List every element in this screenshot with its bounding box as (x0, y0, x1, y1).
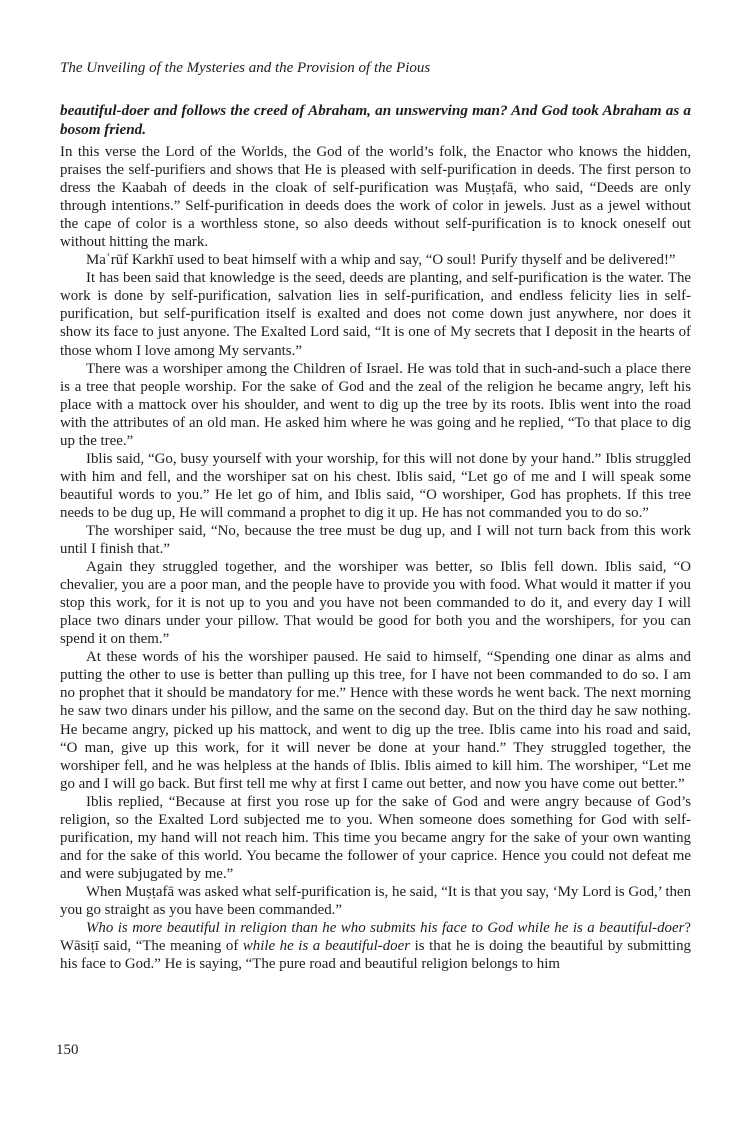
text-run: is that he is doing the beautiful by submitting his face to God.” He is saying, “The pure road and beautiful religion belongs to him (60, 938, 691, 973)
italic-text-run: Who is more beautiful in religion than he who submits his face to God while he is a beautiful-doer (86, 920, 685, 937)
paragraph (60, 251, 691, 269)
text-run: There was a worshiper among the Children of Israel. He was told that in such-and-such a place there is a tree that people worship. For the sake of God and the zeal of the religion he became angry, left his place with a mattock over his shoulder, and went to dig up the tree by its roots. Iblis went into the road with the attributes of an old man. He asked him where he was going and he replied, “To that place to dig up the tree.” (60, 360, 691, 449)
text-run: It has been said that knowledge is the seed, deeds are planting, and self-purification is the water. The work is done by self-purification, salvation lies in self-purification, and endless felicity lies in self-purification, but self-purification itself is exalted and does not come down just anywhere, nor does it show its face to just anyone. The Exalted Lord said, “It is one of My secrets that I deposit in the hearts of those whom I love among My servants.” (60, 270, 691, 359)
page-content (60, 101, 691, 973)
text-run: When Muṣṭafā was asked what self-purification is, he said, “It is that you say, ‘My Lord is God,’ then you go straight as you have been commanded.” (60, 883, 691, 918)
page-number: 150 (56, 1042, 79, 1058)
text-run: Iblis said, “Go, busy yourself with your worship, for this will not done by your hand.” Iblis struggled with him and fell, and the worshiper sat on his chest. Iblis said, “Let go of me and I will speak some beautiful words to you.” He let go of him, and Iblis said, “O worshiper, God has prophets. If this tree needs to be dug up, He will command a prophet to dig it up. He has not commanded you to do so.” (60, 450, 691, 521)
verse-heading: beautiful-doer and follows the creed of Abraham, an unswerving man? And God took Abraham as a bosom friend. (60, 102, 691, 138)
paragraph (60, 883, 691, 919)
paragraph (60, 360, 691, 450)
text-run: Maʿrūf Karkhī used to beat himself with a whip and say, “O soul! Purify thyself and be delivered!” (86, 252, 676, 269)
text-run: ? Wāsiṭī said, “The meaning of (60, 920, 691, 955)
paragraph (60, 648, 691, 792)
text-run: The worshiper said, “No, because the tree must be dug up, and I will not turn back from this work until I finish that.” (60, 522, 691, 558)
paragraph (60, 919, 691, 973)
paragraph (60, 269, 691, 359)
page-body (60, 143, 691, 973)
running-head: The Unveiling of the Mysteries and the Provision of the Pious (60, 60, 431, 76)
paragraph (60, 558, 691, 648)
text-run: Iblis replied, “Because at first you rose up for the sake of God and were angry because of God’s religion, so the Exalted Lord subjected me to you. When someone does something for God with self-purification, my hand will not reach him. This time you became angry for the sake of your own wanting and for the sake of this world. You became the follower of your caprice. Hence you could not defeat me and were subjugated by me.” (60, 793, 691, 882)
italic-text-run: while he is a beautiful-doer (242, 938, 411, 955)
text-run: At these words of his the worshiper paused. He said to himself, “Spending one dinar as alms and putting the other to use is better than pulling up this tree, for I have not been commanded to do so. I am no prophet that it should be mandatory for me.” Hence with these words he went back. The next morning he saw two dinars under his pillow, and the same on the second day. But on the third day he saw nothing. He became angry, picked up his mattock, and went to dig up the tree. Iblis came into his road and said, “O man, give up this work, for it will never be done at your hand.” They struggled together, the worshiper fell, and he was helpless at the hands of Iblis. Iblis aimed to kill him. The worshiper, “Let me go and I will go back. But first tell me why at first I came out better, and now you have come out better.” (60, 649, 691, 792)
paragraph (60, 450, 691, 522)
paragraph (60, 522, 691, 558)
text-run: Again they struggled together, and the worshiper was better, so Iblis fell down. Iblis said, “O chevalier, you are a poor man, and the people have to provide you with food. What would it matter if you stop this work, for it is not up to you and you have not been commanded to do it, and every day I will place two dinars under your pillow. That would be good for both you and the worshipers, for you can spend it on them.” (60, 559, 691, 648)
paragraph (60, 793, 691, 883)
text-run: In this verse the Lord of the Worlds, the God of the world’s folk, the Enactor who knows the hidden, praises the self-purifiers and shows that He is pleased with self-purification in deeds. The first person to dress the Kaabah of deeds in the cloak of self-purification was Muṣṭafā, who said, “Deeds are only through intentions.” Self-purification in deeds does the work of color in jewels. Just as a jewel without the cape of color is a worthless stone, so also deeds without self-purification is to knock oneself out without hitting the mark. (60, 144, 691, 251)
paragraph (60, 143, 691, 251)
